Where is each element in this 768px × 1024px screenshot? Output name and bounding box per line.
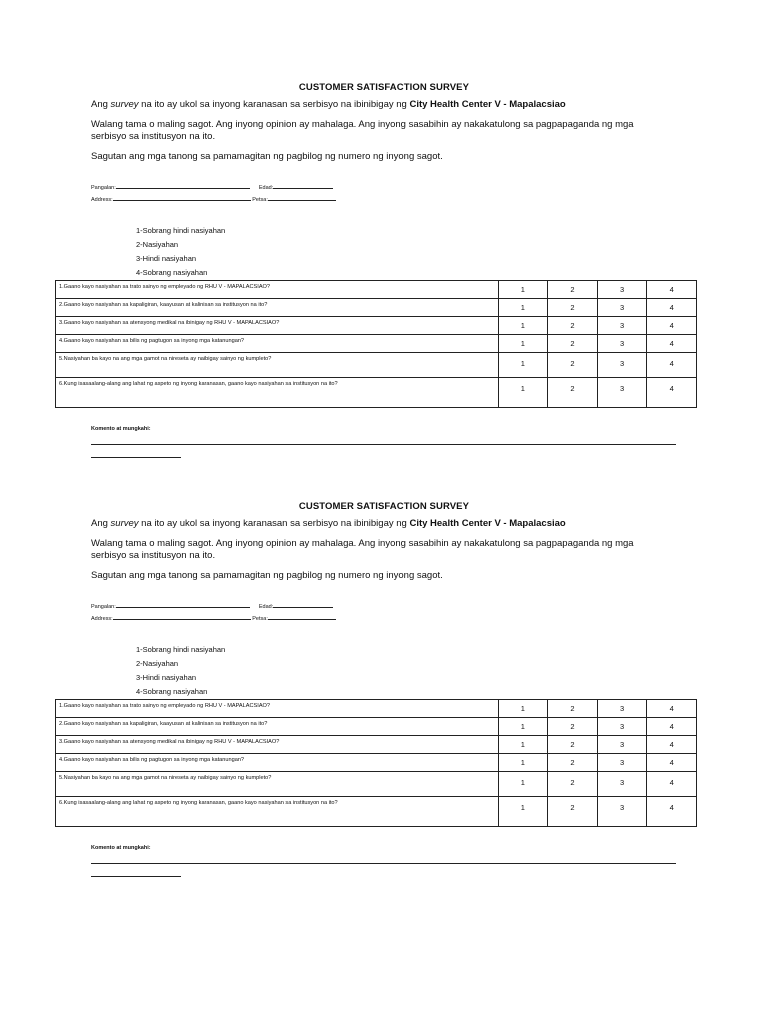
intro-text-mid: na ito ay ukol sa inyong karanasan sa serbisyo na ibinibigay ng <box>138 518 410 529</box>
comment-line[interactable] <box>91 863 676 864</box>
rating-option-2[interactable]: 2 <box>548 718 598 736</box>
rating-option-1[interactable]: 1 <box>498 772 548 797</box>
question-text: 2.Gaano kayo nasiyahan sa kapaligiran, kaayusan at kalinisan sa institusyon na ito? <box>56 299 499 317</box>
scale-item: 1-Sobrang hindi nasiyahan <box>136 645 226 654</box>
questions-table <box>55 280 697 408</box>
rating-option-3[interactable]: 3 <box>597 299 647 317</box>
question-text: 3.Gaano kayo nasiyahan sa atensyong medikal na ibinigay ng RHU V - MAPALACSIAO? <box>56 317 499 335</box>
rating-option-4[interactable]: 4 <box>647 378 697 408</box>
rating-option-2[interactable]: 2 <box>548 281 598 299</box>
survey-form <box>0 82 768 502</box>
rating-option-3[interactable]: 3 <box>597 378 647 408</box>
scale-item: 3-Hindi nasiyahan <box>136 254 197 263</box>
rating-option-3[interactable]: 3 <box>597 797 647 827</box>
question-row <box>56 378 697 408</box>
name-label: Pangalan: <box>91 604 116 610</box>
rating-option-4[interactable]: 4 <box>647 797 697 827</box>
rating-option-4[interactable]: 4 <box>647 299 697 317</box>
question-text: 1.Gaano kayo nasiyahan sa trato sainyo ng empleyado ng RHU V - MAPALACSIAO? <box>56 700 499 718</box>
rating-option-3[interactable]: 3 <box>597 317 647 335</box>
rating-option-2[interactable]: 2 <box>548 772 598 797</box>
address-label: Address: <box>91 197 113 203</box>
rating-option-4[interactable]: 4 <box>647 353 697 378</box>
rating-option-3[interactable]: 3 <box>597 772 647 797</box>
name-field[interactable] <box>116 183 250 189</box>
question-row <box>56 797 697 827</box>
rating-option-3[interactable]: 3 <box>597 700 647 718</box>
question-text: 4.Gaano kayo nasiyahan sa bilis ng pagtugon sa inyong mga katanungan? <box>56 335 499 353</box>
age-field[interactable] <box>273 183 333 189</box>
rating-option-1[interactable]: 1 <box>498 378 548 408</box>
rating-option-4[interactable]: 4 <box>647 317 697 335</box>
organization-name: City Health Center V - Mapalacsiao <box>409 518 566 529</box>
intro-text-pre: Ang <box>91 99 111 110</box>
question-row <box>56 772 697 797</box>
question-text: 6.Kung isasaalang-alang ang lahat ng aspeto ng inyong karanasan, gaano kayo nasiyahan sa institusyon na ito? <box>56 378 499 408</box>
rating-option-1[interactable]: 1 <box>498 700 548 718</box>
question-text: 1.Gaano kayo nasiyahan sa trato sainyo ng empleyado ng RHU V - MAPALACSIAO? <box>56 281 499 299</box>
intro-text-pre: Ang <box>91 518 111 529</box>
address-date-row <box>91 195 336 206</box>
date-label: Petsa: <box>252 616 268 622</box>
rating-option-4[interactable]: 4 <box>647 754 697 772</box>
rating-scale-legend <box>136 224 225 280</box>
rating-option-1[interactable]: 1 <box>498 317 548 335</box>
question-row <box>56 353 697 378</box>
opinion-paragraph: Walang tama o maling sagot. Ang inyong opinion ay mahalaga. Ang inyong sasabihin ay nakakatulong sa pagpapaganda ng mga serbisyo sa institusyon na ito. <box>91 119 634 142</box>
scale-item: 4-Sobrang nasiyahan <box>136 687 208 696</box>
name-age-row <box>91 602 333 613</box>
rating-option-2[interactable]: 2 <box>548 700 598 718</box>
question-text: 3.Gaano kayo nasiyahan sa atensyong medikal na ibinigay ng RHU V - MAPALACSIAO? <box>56 736 499 754</box>
comment-line[interactable] <box>91 444 676 445</box>
rating-option-1[interactable]: 1 <box>498 353 548 378</box>
survey-title: CUSTOMER SATISFACTION SURVEY <box>298 501 470 512</box>
rating-option-3[interactable]: 3 <box>597 335 647 353</box>
rating-option-3[interactable]: 3 <box>597 353 647 378</box>
question-text: 6.Kung isasaalang-alang ang lahat ng aspeto ng inyong karanasan, gaano kayo nasiyahan sa institusyon na ito? <box>56 797 499 827</box>
age-label: Edad: <box>258 604 274 610</box>
scale-item: 4-Sobrang nasiyahan <box>136 268 208 277</box>
comment-label: Komento at mungkahi: <box>91 845 151 851</box>
scale-item: 2-Nasiyahan <box>136 659 179 668</box>
address-field[interactable] <box>113 195 251 201</box>
name-label: Pangalan: <box>91 185 116 191</box>
rating-option-1[interactable]: 1 <box>498 281 548 299</box>
age-field[interactable] <box>273 602 333 608</box>
rating-option-4[interactable]: 4 <box>647 736 697 754</box>
rating-option-2[interactable]: 2 <box>548 797 598 827</box>
rating-scale-legend <box>136 643 225 699</box>
rating-option-1[interactable]: 1 <box>498 299 548 317</box>
intro-paragraph <box>91 518 691 530</box>
question-row <box>56 700 697 718</box>
question-text: 4.Gaano kayo nasiyahan sa bilis ng pagtugon sa inyong mga katanungan? <box>56 754 499 772</box>
question-text: 5.Nasiyahan ba kayo na ang mga gamot na nireseta ay naibigay sainyo ng kumpleto? <box>56 772 499 797</box>
rating-option-4[interactable]: 4 <box>647 718 697 736</box>
rating-option-2[interactable]: 2 <box>548 736 598 754</box>
questions-table <box>55 699 697 827</box>
question-row <box>56 736 697 754</box>
rating-option-4[interactable]: 4 <box>647 281 697 299</box>
rating-option-2[interactable]: 2 <box>548 317 598 335</box>
rating-option-2[interactable]: 2 <box>548 335 598 353</box>
rating-option-2[interactable]: 2 <box>548 299 598 317</box>
rating-option-1[interactable]: 1 <box>498 754 548 772</box>
intro-text-survey: survey <box>110 99 139 110</box>
address-field[interactable] <box>113 614 251 620</box>
question-row <box>56 718 697 736</box>
question-text: 5.Nasiyahan ba kayo na ang mga gamot na nireseta ay naibigay sainyo ng kumpleto? <box>56 353 499 378</box>
intro-text-survey: survey <box>110 518 139 529</box>
scale-item: 2-Nasiyahan <box>136 240 179 249</box>
name-field[interactable] <box>116 602 250 608</box>
scale-item: 3-Hindi nasiyahan <box>136 673 197 682</box>
question-row <box>56 281 697 299</box>
comment-line[interactable] <box>91 457 181 458</box>
comment-label: Komento at mungkahi: <box>91 426 151 432</box>
rating-option-3[interactable]: 3 <box>597 718 647 736</box>
question-text: 2.Gaano kayo nasiyahan sa kapaligiran, kaayusan at kalinisan sa institusyon na ito? <box>56 718 499 736</box>
instructions-paragraph: Sagutan ang mga tanong sa pamamagitan ng pagbilog ng numero ng inyong sagot. <box>91 570 443 581</box>
date-field[interactable] <box>268 614 336 620</box>
name-age-row <box>91 183 333 194</box>
rating-option-4[interactable]: 4 <box>647 700 697 718</box>
rating-option-1[interactable]: 1 <box>498 797 548 827</box>
question-row <box>56 754 697 772</box>
question-row <box>56 299 697 317</box>
address-label: Address: <box>91 616 113 622</box>
instructions-paragraph: Sagutan ang mga tanong sa pamamagitan ng pagbilog ng numero ng inyong sagot. <box>91 151 443 162</box>
scale-item: 1-Sobrang hindi nasiyahan <box>136 226 226 235</box>
rating-option-3[interactable]: 3 <box>597 736 647 754</box>
rating-option-1[interactable]: 1 <box>498 736 548 754</box>
organization-name: City Health Center V - Mapalacsiao <box>409 99 566 110</box>
date-field[interactable] <box>268 195 336 201</box>
rating-option-4[interactable]: 4 <box>647 335 697 353</box>
intro-paragraph <box>91 99 691 111</box>
rating-option-3[interactable]: 3 <box>597 281 647 299</box>
opinion-paragraph: Walang tama o maling sagot. Ang inyong opinion ay mahalaga. Ang inyong sasabihin ay nakakatulong sa pagpapaganda ng mga serbisyo sa institusyon na ito. <box>91 538 634 561</box>
intro-text-mid: na ito ay ukol sa inyong karanasan sa serbisyo na ibinibigay ng <box>138 99 410 110</box>
rating-option-4[interactable]: 4 <box>647 772 697 797</box>
age-label: Edad: <box>258 185 274 191</box>
date-label: Petsa: <box>252 197 268 203</box>
address-date-row <box>91 614 336 625</box>
question-row <box>56 335 697 353</box>
rating-option-3[interactable]: 3 <box>597 754 647 772</box>
question-row <box>56 317 697 335</box>
rating-option-2[interactable]: 2 <box>548 353 598 378</box>
rating-option-1[interactable]: 1 <box>498 718 548 736</box>
survey-title: CUSTOMER SATISFACTION SURVEY <box>298 82 470 93</box>
rating-option-1[interactable]: 1 <box>498 335 548 353</box>
comment-line[interactable] <box>91 876 181 877</box>
survey-form <box>0 501 768 921</box>
rating-option-2[interactable]: 2 <box>548 754 598 772</box>
rating-option-2[interactable]: 2 <box>548 378 598 408</box>
